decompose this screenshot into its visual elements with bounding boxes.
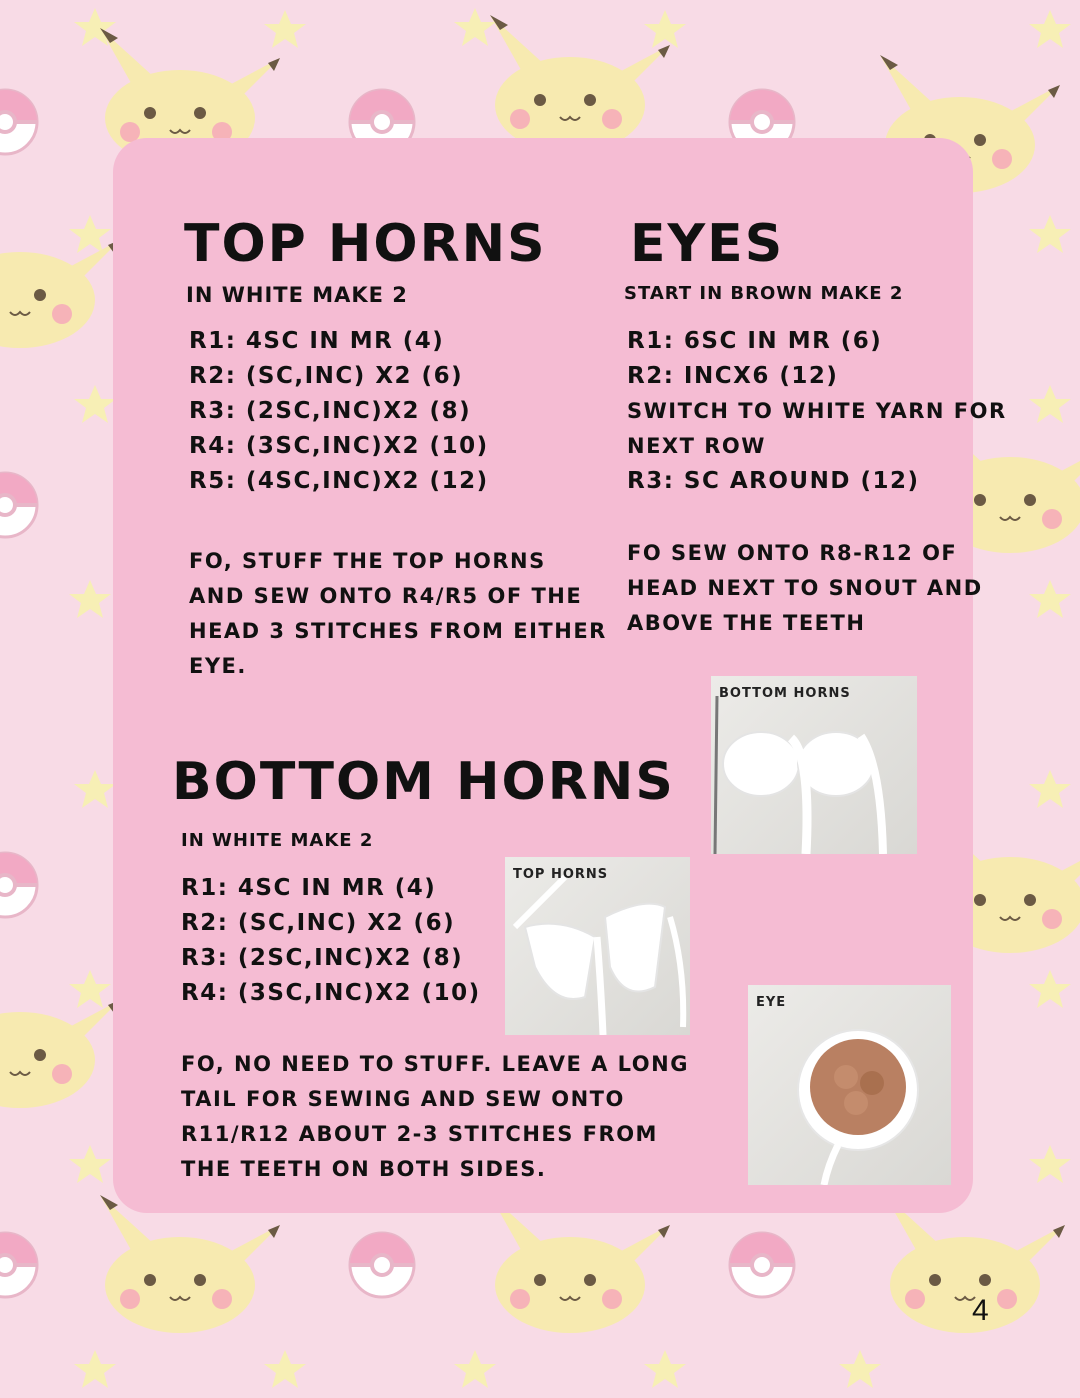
- eyes-subtitle: START IN BROWN MAKE 2: [624, 283, 904, 304]
- instruction-line: FO SEW ONTO R8-R12 OF: [627, 541, 958, 565]
- row-item: R3: (2SC,INC)X2 (8): [181, 945, 464, 971]
- row-item: SWITCH TO WHITE YARN FOR: [627, 399, 1007, 423]
- bottom-horns-rows: [181, 871, 481, 1011]
- crochet-horns-image: [505, 857, 690, 1035]
- photo-label: TOP HORNS: [513, 867, 609, 882]
- top-horns-rows: [189, 324, 489, 499]
- top-horns-subtitle: IN WHITE MAKE 2: [186, 283, 408, 307]
- row-item: R4: (3SC,INC)X2 (10): [181, 980, 481, 1006]
- bottom-horns-subtitle: IN WHITE MAKE 2: [181, 830, 374, 851]
- instruction-line: EYE.: [189, 654, 247, 678]
- row-item: R2: INCX6 (12): [627, 363, 839, 389]
- instruction-line: THE TEETH ON BOTH SIDES.: [181, 1157, 547, 1181]
- instruction-line: TAIL FOR SEWING AND SEW ONTO: [181, 1087, 625, 1111]
- row-item: R5: (4SC,INC)X2 (12): [189, 468, 489, 494]
- instruction-line: R11/R12 ABOUT 2-3 STITCHES FROM: [181, 1122, 658, 1146]
- eyes-rows: [627, 324, 1007, 499]
- row-item: R1: 4SC IN MR (4): [189, 328, 445, 354]
- bottom-horns-photo: [711, 676, 917, 854]
- top-horns-photo: [505, 857, 690, 1035]
- top-horns-instructions: [189, 544, 607, 684]
- crochet-eye-image: [748, 985, 951, 1185]
- row-item: R3: (2SC,INC)X2 (8): [189, 398, 472, 424]
- eyes-instructions: [627, 536, 983, 641]
- photo-label: EYE: [756, 995, 787, 1010]
- row-item: NEXT ROW: [627, 434, 766, 458]
- eyes-title: EYES: [630, 214, 785, 274]
- row-item: R3: SC AROUND (12): [627, 468, 920, 494]
- bottom-horns-instructions: [181, 1047, 689, 1187]
- instruction-line: FO, NO NEED TO STUFF. LEAVE A LONG: [181, 1052, 689, 1076]
- page-number: 4: [972, 1294, 989, 1327]
- row-item: R4: (3SC,INC)X2 (10): [189, 433, 489, 459]
- bottom-horns-title: BOTTOM HORNS: [172, 752, 675, 812]
- eye-photo: [748, 985, 951, 1185]
- instruction-line: ABOVE THE TEETH: [627, 611, 866, 635]
- row-item: R2: (SC,INC) X2 (6): [181, 910, 456, 936]
- crochet-horns-image: [711, 676, 917, 854]
- row-item: R1: 6SC IN MR (6): [627, 328, 883, 354]
- instruction-line: HEAD 3 STITCHES FROM EITHER: [189, 619, 607, 643]
- row-item: R1: 4SC IN MR (4): [181, 875, 437, 901]
- top-horns-title: TOP HORNS: [184, 214, 547, 274]
- instruction-line: AND SEW ONTO R4/R5 OF THE: [189, 584, 583, 608]
- row-item: R2: (SC,INC) X2 (6): [189, 363, 464, 389]
- photo-label: BOTTOM HORNS: [719, 686, 851, 701]
- instruction-line: FO, STUFF THE TOP HORNS: [189, 549, 546, 573]
- instruction-line: HEAD NEXT TO SNOUT AND: [627, 576, 983, 600]
